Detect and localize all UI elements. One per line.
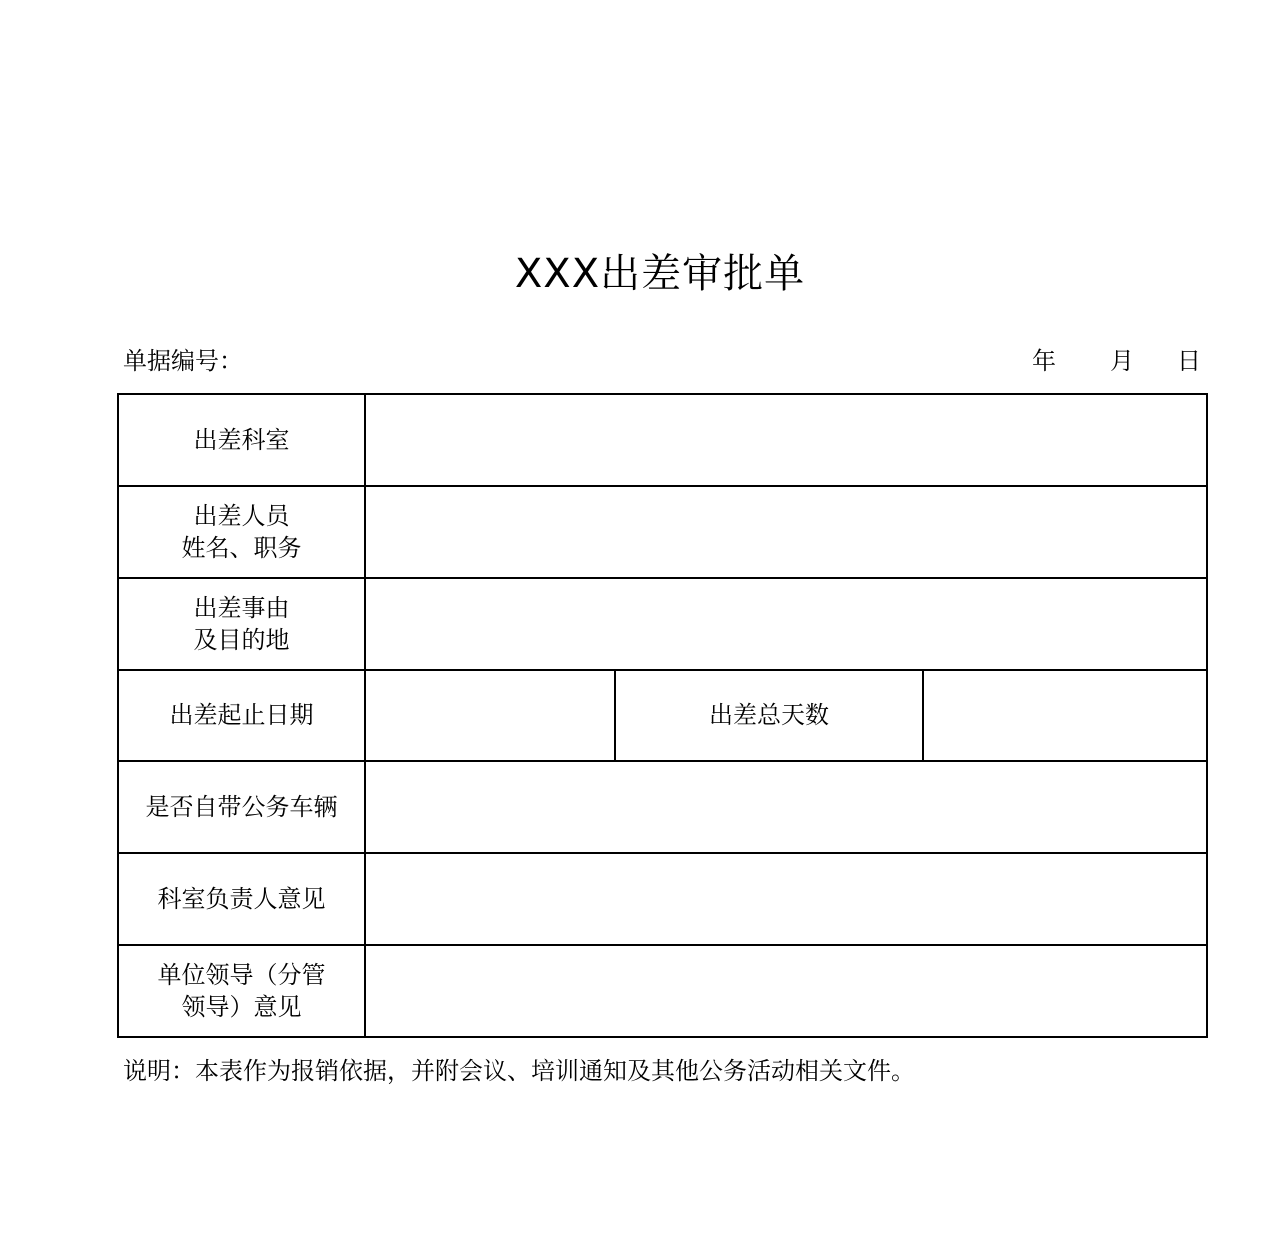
table-row xyxy=(118,670,1207,762)
table-row xyxy=(118,853,1207,945)
page-title: XXX出差审批单 xyxy=(514,251,806,297)
table-row xyxy=(118,394,1207,486)
department-field[interactable] xyxy=(365,394,1207,486)
unit-leader-opinion-field[interactable] xyxy=(365,945,1207,1037)
period-field[interactable] xyxy=(365,670,615,762)
table-row xyxy=(118,945,1207,1037)
total-days-field[interactable] xyxy=(923,670,1207,762)
reason-destination-field[interactable] xyxy=(365,578,1207,670)
personnel-field[interactable] xyxy=(365,486,1207,578)
table-row xyxy=(118,486,1207,578)
vehicle-field[interactable] xyxy=(365,761,1207,853)
dept-head-opinion-label: 科室负责人意见 xyxy=(118,853,365,945)
reason-destination-label: 出差事由 及目的地 xyxy=(118,578,365,670)
document-number-label: 单据编号： xyxy=(123,347,243,375)
period-label: 出差起止日期 xyxy=(118,670,365,762)
dept-head-opinion-field[interactable] xyxy=(365,853,1207,945)
department-label: 出差科室 xyxy=(118,394,365,486)
table-row xyxy=(118,761,1207,853)
day-label: 日 xyxy=(1177,347,1201,375)
approval-form-table xyxy=(117,393,1208,1038)
footnote: 说明：本表作为报销依据，并附会议、培训通知及其他公务活动相关文件。 xyxy=(123,1057,915,1085)
total-days-label: 出差总天数 xyxy=(615,670,923,762)
year-label: 年 xyxy=(1032,347,1056,375)
table-row xyxy=(118,578,1207,670)
vehicle-label: 是否自带公务车辆 xyxy=(118,761,365,853)
unit-leader-opinion-label: 单位领导（分管 领导）意见 xyxy=(118,945,365,1037)
month-label: 月 xyxy=(1110,347,1134,375)
personnel-label: 出差人员 姓名、职务 xyxy=(118,486,365,578)
